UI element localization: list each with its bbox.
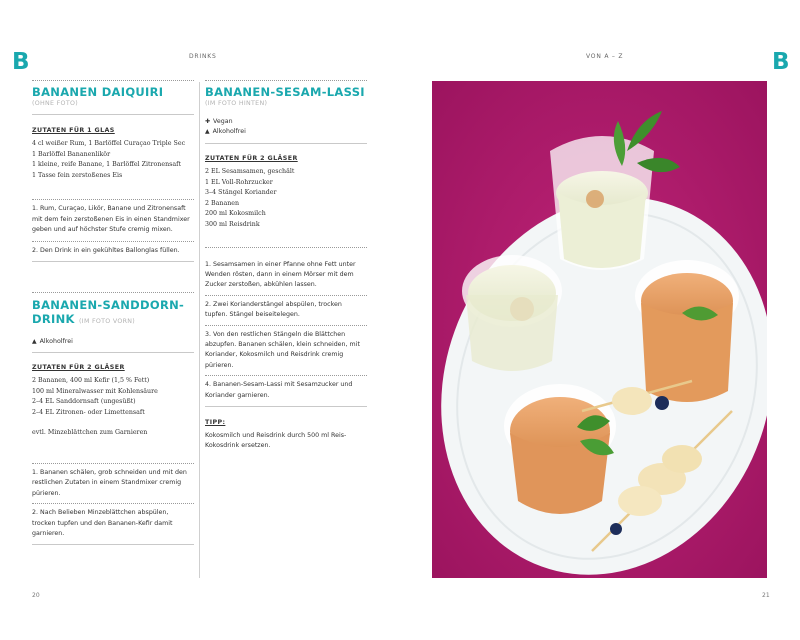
recipe-title-line: BANANEN-SANDDORN- [32, 298, 185, 312]
ingredient-item: 2 Bananen, 400 ml Kefir (1,5 % Fett) [32, 377, 150, 384]
divider [32, 352, 194, 353]
section-letter-left: B [12, 49, 30, 75]
diet-tag-label: Alkoholfrei [39, 338, 73, 345]
diet-tag-label: Alkoholfrei [212, 128, 246, 135]
ingredients-heading: ZUTATEN FÜR 2 GLÄSER [32, 364, 125, 371]
divider [205, 295, 367, 296]
divider [32, 199, 194, 200]
step-line: Koriander garnieren. [205, 391, 270, 399]
step-line: 2. Zwei Korianderstängel abspülen, trocken [205, 300, 342, 308]
step-line: pürieren. [205, 361, 234, 369]
step-line: Zucker zerstoßen, abkühlen lassen. [205, 281, 317, 289]
recipe-title: BANANEN DAIQUIRI [32, 85, 164, 99]
drinks-photo [432, 81, 767, 578]
ingredient-item: 300 ml Reisdrink [205, 220, 260, 228]
ingredients-list [32, 376, 194, 418]
step-line: abzupfen. Bananen schälen, klein schneiden, mit [205, 341, 360, 348]
garnish-note: evtl. Minzeblättchen zum Garnieren [32, 429, 148, 437]
diet-tag [205, 117, 367, 127]
step-line: geben und auf höchster Stufe cremig mixen. [32, 226, 173, 234]
step-line: 2. Nach Belieben Minzeblättchen abspülen, [32, 509, 169, 517]
divider [205, 80, 367, 81]
divider [32, 80, 194, 81]
instruction-step [205, 260, 367, 291]
ingredients-list [32, 139, 194, 181]
ingredients-list [205, 167, 367, 231]
step-line: tupfen. Stängel beiseitelegen. [205, 311, 300, 319]
left-column [32, 80, 194, 545]
step-line: mit dem fein zerstoßenen Eis in einen Standmixer [32, 215, 190, 223]
step-line: 2. Den Drink in ein gekühltes Ballonglas füllen. [32, 246, 180, 254]
triangle-icon: ▲ [32, 338, 37, 345]
ingredient-item: 2–4 EL Zitronen- oder Limettensaft [32, 408, 145, 416]
blueberry [610, 523, 622, 535]
page-number-right: 21 [762, 592, 770, 599]
ingredients-heading: ZUTATEN FÜR 1 GLAS [32, 127, 115, 134]
section-letter-right: B [772, 49, 790, 75]
recipe-subtitle: (IM FOTO VORN) [79, 318, 136, 325]
recipe-title-line [32, 312, 194, 329]
diet-tag [32, 337, 194, 347]
recipe-title: BANANEN-SESAM-LASSI [205, 85, 365, 99]
diet-tag-label: Vegan [213, 118, 233, 125]
ingredients-heading: ZUTATEN FÜR 2 GLÄSER [205, 155, 298, 162]
lassi-body [466, 295, 558, 371]
instruction-step [205, 300, 367, 321]
banana-slice [612, 387, 652, 415]
step-line: Koriander, Kokosmilch und Reisdrink cremig [205, 351, 344, 359]
ingredient-item: 1 EL Voll-Rohrzucker [205, 178, 273, 186]
column-rule [199, 82, 200, 578]
step-line: 4. Bananen-Sesam-Lassi mit Sesamzucker und [205, 381, 353, 389]
step-line: pürieren. [32, 489, 61, 497]
recipe-subtitle: (OHNE FOTO) [32, 100, 78, 107]
divider [205, 325, 367, 326]
divider [32, 463, 194, 464]
instruction-step [205, 330, 367, 372]
ingredient-item: 200 ml Kokosmilch [205, 210, 266, 218]
divider [205, 406, 367, 407]
ingredient-item: 3–4 Stängel Koriander [205, 189, 277, 197]
running-header-left: DRINKS [189, 53, 217, 60]
step-line: garnieren. [32, 530, 65, 537]
ingredient-item: 100 ml Mineralwasser mit Kohlensäure [32, 387, 158, 395]
diet-tag [205, 127, 367, 137]
tip-heading: TIPP: [205, 419, 226, 427]
divider [32, 241, 194, 242]
ingredient-item: 1 Barlöffel Bananenlikör [32, 150, 111, 158]
step-line: 1. Bananen schälen, grob schneiden und mit den [32, 468, 187, 476]
running-header-right: VON A – Z [586, 53, 624, 60]
divider [205, 375, 367, 376]
page-number-left: 20 [32, 592, 40, 599]
middle-column [205, 80, 367, 452]
ingredient-item: 1 Tasse fein zerstoßenes Eis [32, 171, 123, 179]
instruction-step [32, 204, 194, 235]
step-line: trocken tupfen und den Bananen-Kefir damit [32, 519, 173, 527]
ingredient-item: 4 cl weißer Rum, 1 Barlöffel Curaçao Triple Sec [32, 140, 186, 147]
plus-icon: ✚ [205, 118, 211, 125]
recipe-subtitle: (IM FOTO HINTEN) [205, 100, 268, 107]
divider [32, 261, 194, 262]
recipe-title [32, 298, 194, 329]
tip-line: Kokosdrink ersetzen. [205, 442, 271, 450]
ingredient-item: 2 Bananen [205, 199, 240, 207]
blueberry [655, 396, 669, 410]
recipe-title-word: DRINK [32, 312, 75, 326]
instruction-step [32, 468, 194, 499]
divider [205, 143, 367, 144]
diet-tags [205, 117, 367, 137]
drinks-illustration [432, 81, 767, 578]
ingredient-item: 1 kleine, reife Banane, 1 Barlöffel Zitronensaft [32, 161, 181, 169]
instruction-step [32, 246, 194, 256]
divider [32, 114, 194, 115]
sanddorn-body [641, 303, 733, 402]
banana-slice [618, 486, 662, 516]
instruction-step [32, 508, 194, 539]
banana-slice [662, 445, 702, 473]
divider [32, 503, 194, 504]
step-line: 1. Rum, Curaçao, Likör, Banane und Zitronensaft [32, 205, 186, 213]
tip-text [205, 431, 367, 452]
divider [32, 292, 194, 293]
instruction-step [205, 380, 367, 401]
divider [205, 247, 367, 248]
tip-line: Kokosmilch und Reisdrink durch 500 ml Reis- [205, 432, 347, 440]
ingredient-item: 2 EL Sesamsamen, geschält [205, 168, 295, 175]
step-line: Wenden rösten, dann in einem Mörser mit dem [205, 270, 354, 278]
step-line: 1. Sesamsamen in einer Pfanne ohne Fett unter [205, 260, 356, 268]
sesame-topping [586, 190, 604, 208]
triangle-icon: ▲ [205, 128, 210, 135]
divider [32, 544, 194, 545]
step-line: 3. Von den restlichen Stängeln die Blättchen [205, 330, 346, 338]
ingredient-item: 2–4 EL Sanddornsaft (ungesüßt) [32, 398, 136, 406]
step-line: restlichen Zutaten in einem Standmixer cremig [32, 479, 182, 487]
